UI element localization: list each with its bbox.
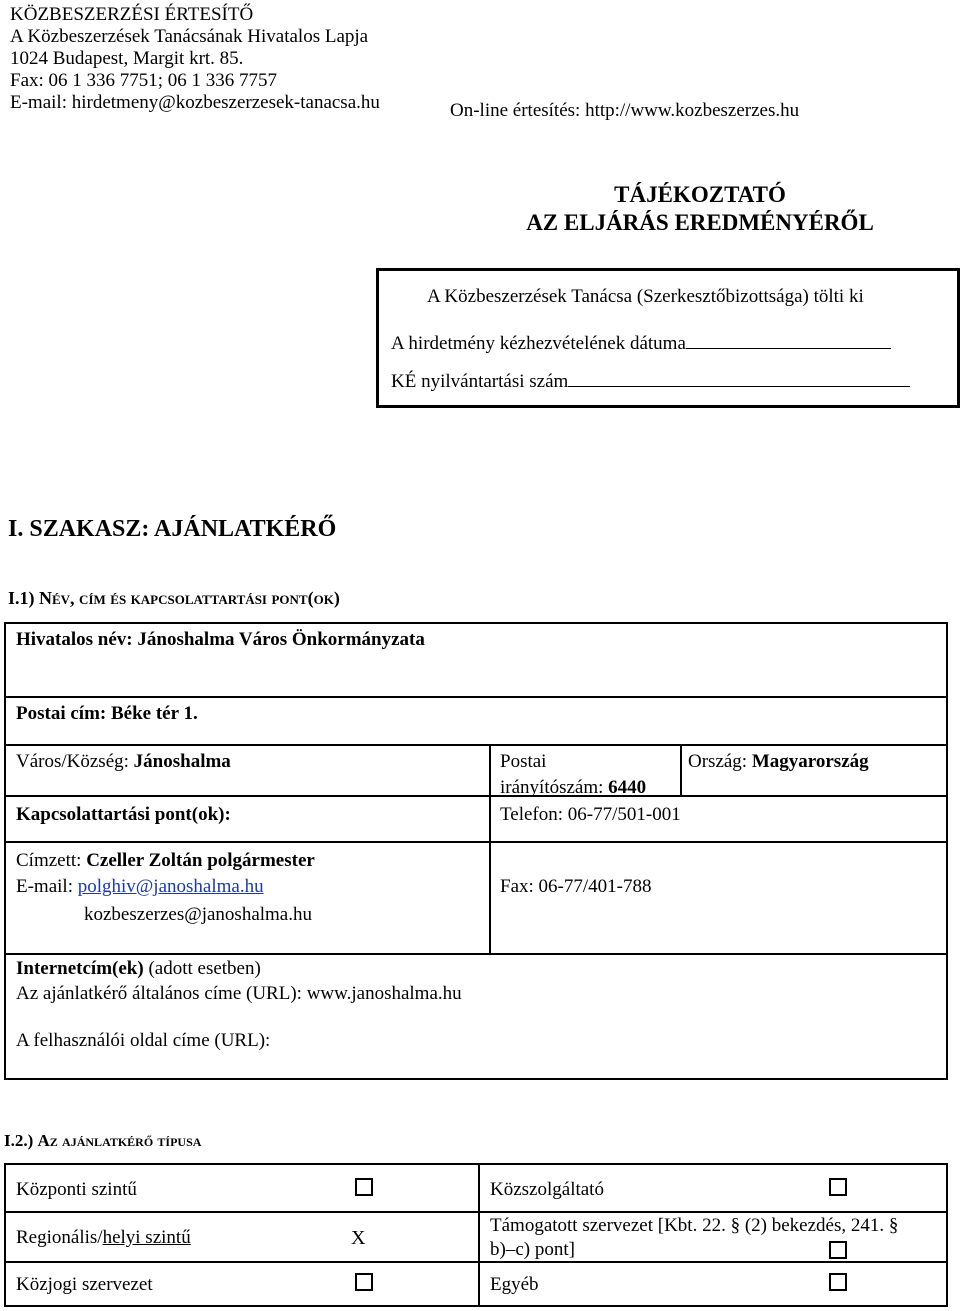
option-label: Közjogi szervezet (16, 1274, 153, 1295)
option-label-line-2: b)–c) pont] (490, 1239, 575, 1260)
gazette-address: 1024 Budapest, Margit krt. 85. (10, 48, 244, 69)
general-url-label: Az ajánlatkérő általános címe (URL): (16, 983, 302, 1004)
option-selected-mark[interactable]: X (351, 1227, 366, 1249)
receipt-date-label: A hirdetmény kézhezvételének dátuma (391, 333, 686, 354)
option-checkbox[interactable] (829, 1273, 847, 1291)
divider (6, 1211, 946, 1213)
office-use-heading: A Közbeszerzések Tanácsa (Szerkesztőbizottsága) tölti ki (427, 286, 864, 307)
divider (6, 795, 946, 797)
city-row (16, 751, 231, 773)
title-line-1: TÁJÉKOZTATÓ (614, 182, 786, 207)
divider (489, 744, 491, 953)
divider (6, 1261, 946, 1263)
option-label-underlined: helyi szintű (102, 1227, 191, 1248)
option-label: Egyéb (490, 1274, 539, 1295)
option-label: Közszolgáltató (490, 1179, 604, 1200)
option-checkbox[interactable] (355, 1273, 373, 1291)
postcode-value: 6440 (608, 777, 647, 798)
internet-heading (16, 958, 261, 980)
divider (489, 841, 946, 843)
divider (478, 1165, 480, 1305)
email-secondary: kozbeszerzes@janoshalma.hu (84, 904, 312, 925)
buyer-profile-label: A felhasználói oldal címe (URL): (16, 1030, 271, 1051)
internet-note: (adott esetben) (148, 958, 261, 979)
country-cell (688, 751, 869, 773)
subsection-2-heading (4, 1131, 201, 1151)
section-heading: I. SZAKASZ: AJÁNLATKÉRŐ (8, 516, 337, 542)
general-url-value: www.janoshalma.hu (306, 983, 462, 1004)
postcode-line-2 (500, 777, 646, 799)
fax-value: 06-77/401-788 (538, 876, 652, 897)
gazette-header (10, 4, 380, 114)
contact-points-label: Kapcsolattartási pont(ok): (16, 804, 231, 825)
ke-number-label: KÉ nyilvántartási szám (391, 371, 569, 392)
buyer-type-table (4, 1163, 948, 1307)
option-label (16, 1227, 191, 1249)
option-checkbox[interactable] (829, 1178, 847, 1196)
postcode-label-line-2: irányítószám: (500, 777, 604, 798)
postcode-cell (500, 751, 646, 799)
subsection-number: I.1) (8, 588, 35, 608)
option-checkbox[interactable] (829, 1241, 847, 1259)
email-label: E-mail: (16, 876, 73, 897)
gazette-name: KÖZBESZERZÉSI ÉRTESÍTŐ (10, 4, 254, 25)
official-name-row (16, 629, 425, 651)
document-title (0, 181, 960, 237)
addressee-value: Czeller Zoltán polgármester (86, 850, 315, 871)
option-checkbox[interactable] (355, 1178, 373, 1196)
official-name-value: Jánoshalma Város Önkormányzata (137, 629, 425, 650)
country-label: Ország: (688, 751, 748, 772)
gazette-fax: Fax: 06 1 336 7751; 06 1 336 7757 (10, 70, 278, 91)
divider (680, 744, 682, 795)
internet-label: Internetcím(ek) (16, 958, 144, 979)
city-label: Város/Község: (16, 751, 129, 772)
phone-value: 06-77/501-001 (567, 804, 681, 825)
country-value: Magyarország (751, 751, 869, 772)
office-use-box (376, 268, 960, 408)
online-notice: On-line értesítés: http://www.kozbeszerzes.hu (450, 100, 800, 121)
ke-number-field[interactable] (568, 372, 910, 387)
postal-address-label: Postai cím: (16, 703, 107, 724)
email-row (16, 876, 264, 898)
postal-address-value: Béke tér 1. (110, 703, 198, 724)
fax-cell (500, 876, 651, 898)
phone-label: Telefon: (500, 804, 564, 825)
option-label-part: Regionális/ (16, 1227, 103, 1248)
postcode-label-line-1: Postai (500, 751, 547, 772)
subsection-2-number: I.2.) (4, 1131, 34, 1150)
divider (6, 953, 946, 955)
receipt-date-row (391, 333, 891, 355)
fax-label: Fax: (500, 876, 534, 897)
option-label-line-1: Támogatott szervezet [Kbt. 22. § (2) bekezdés, 241. § (490, 1215, 899, 1236)
divider (6, 696, 946, 698)
option-label: Központi szintű (16, 1179, 137, 1200)
gazette-email: E-mail: hirdetmeny@kozbeszerzesek-tanacsa.hu (10, 92, 380, 113)
general-url-row (16, 983, 462, 1005)
divider (6, 841, 489, 843)
contact-box (4, 622, 948, 1080)
addressee-row (16, 850, 315, 872)
receipt-date-field[interactable] (686, 334, 891, 349)
city-value: Jánoshalma (133, 751, 231, 772)
email-link[interactable]: polghiv@janoshalma.hu (77, 876, 264, 897)
gazette-subtitle: A Közbeszerzések Tanácsának Hivatalos Lapja (10, 26, 369, 47)
ke-number-row (391, 371, 910, 393)
subsection-2-title: Az ajánlatkérő típusa (37, 1131, 202, 1150)
title-line-2: AZ ELJÁRÁS EREDMÉNYÉRŐL (526, 210, 874, 235)
subsection-heading (8, 588, 340, 609)
official-name-label: Hivatalos név: (16, 629, 133, 650)
divider (6, 744, 946, 746)
subsection-title: Név, cím és kapcsolattartási pont(ok) (39, 588, 340, 608)
addressee-label: Címzett: (16, 850, 82, 871)
phone-cell (500, 804, 681, 826)
postal-address-row (16, 703, 198, 725)
